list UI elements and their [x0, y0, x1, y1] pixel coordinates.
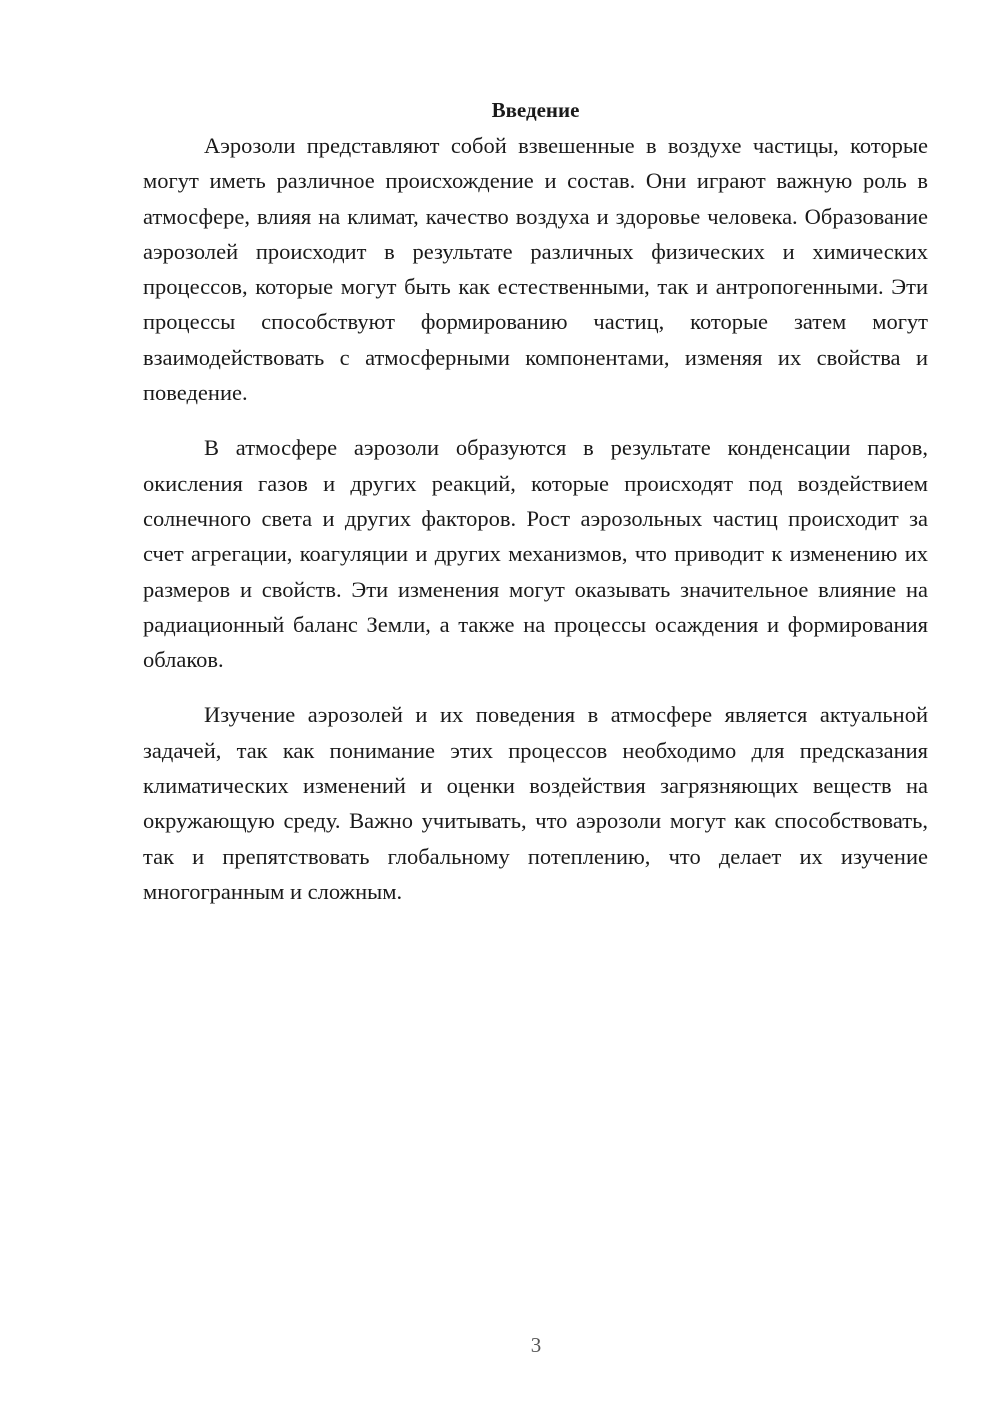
page-content [143, 92, 928, 909]
paragraph-3: Изучение аэрозолей и их поведения в атмосфере является актуальной задачей, так как понимание этих процессов необходимо для предсказания климатических изменений и оценки воздействия загрязняющих веществ на окружающую среду. Важно учитывать, что аэрозоли могут как способствовать, так и препятствовать глобальному потеплению, что делает их изучение многогранным и сложным. [143, 702, 928, 904]
paragraph-1: Аэрозоли представляют собой взвешенные в воздухе частицы, которые могут иметь различное происхождение и состав. Они играют важную роль в атмосфере, влияя на климат, качество воздуха и здоровье человека. Образование аэрозолей происходит в результате различных физических и химических процессов, которые могут быть как естественными, так и антропогенными. Эти процессы способствуют формированию частиц, которые затем могут взаимодействовать с атмосферными компонентами, изменяя их свойства и поведение. [143, 133, 928, 406]
section-heading: Введение [491, 98, 580, 122]
paragraph-2: В атмосфере аэрозоли образуются в результате конденсации паров, окисления газов и других реакций, которые происходят под воздействием солнечного света и других факторов. Рост аэрозольных частиц происходит за счет агрегации, коагуляции и других механизмов, что приводит к изменению их размеров и свойств. Эти изменения могут оказывать значительное влияние на радиационный баланс Земли, а также на процессы осаждения и формирования облаков. [143, 435, 928, 673]
page-number: 3 [530, 1333, 542, 1357]
